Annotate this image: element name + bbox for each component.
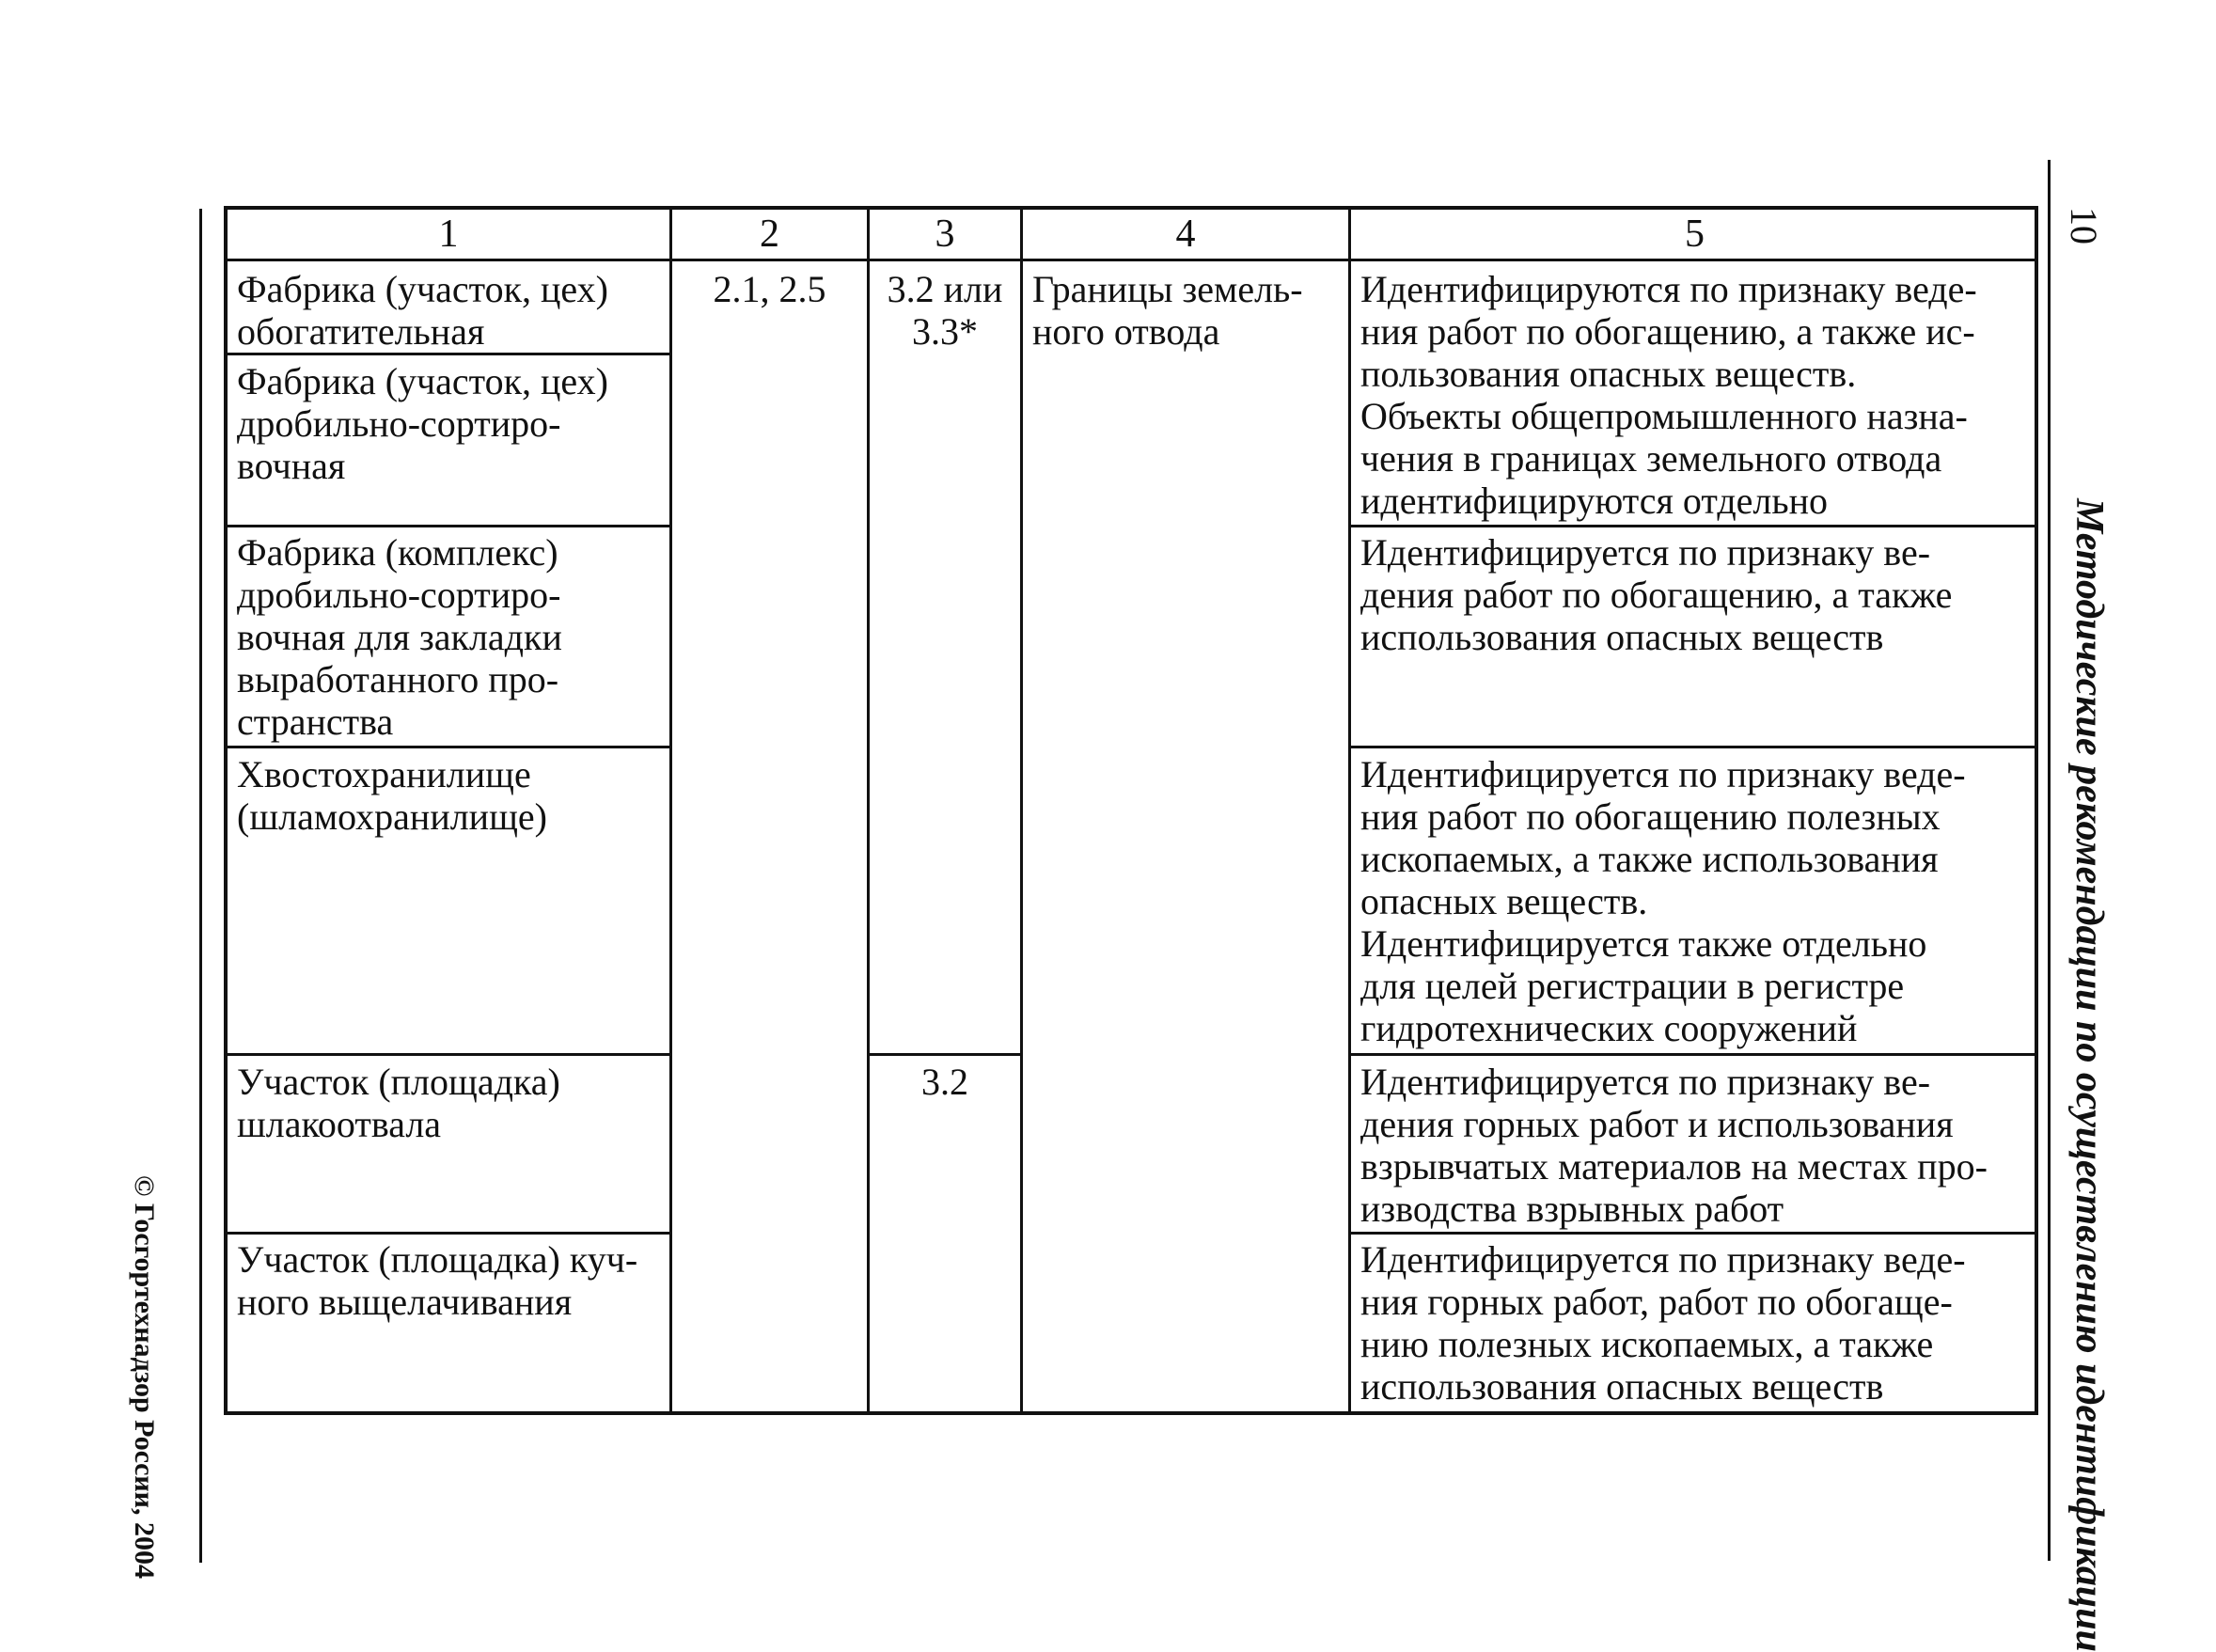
hazard-criteria: 2.1, 2.5	[713, 268, 826, 310]
note-row-6: Идентифицируется по признаку веде- ния горных работ, работ по обогаще- нию полезных ископаемых, а также использования опасных веществ	[1360, 1238, 1966, 1408]
identification-table	[224, 206, 2038, 1415]
row-3-object: Фабрика (комплекс) дробильно-сортиро- вочная для закладки выработанного про- странства	[237, 531, 562, 743]
left-margin-rule	[199, 209, 202, 1563]
page-number: 10	[2063, 207, 2105, 244]
header-divider	[228, 259, 2038, 261]
copyright-notice: © Госгортехнадзор России, 2004	[129, 1175, 160, 1579]
right-margin-rule	[2048, 160, 2051, 1561]
row-divider	[1348, 1053, 2038, 1056]
hazard-class-a: 3.2 или 3.3*	[887, 268, 1003, 353]
row-5-object: Участок (площадка) шлакоотвала	[237, 1061, 560, 1145]
row-divider	[228, 353, 669, 355]
row-1-object: Фабрика (участок, цех) обогатительная	[237, 268, 608, 353]
col-divider	[867, 210, 870, 1415]
col-divider	[1020, 210, 1023, 1415]
col-divider	[669, 210, 672, 1415]
row-divider	[867, 1053, 1020, 1056]
note-rows-1-2: Идентифицируются по признаку веде- ния работ по обогащению, а также ис- пользования опасных веществ. Объекты общепромышленного назна- чения в границах земельного отвода идентифицируются отдельно	[1360, 268, 1977, 522]
row-4-object: Хвостохранилище (шламохранилище)	[237, 753, 547, 838]
note-row-4: Идентифицируется по признаку веде- ния работ по обогащению полезных ископаемых, а также использования опасных веществ. Идентифицируется также отдельно для целей регистрации в регистре гидротехнических сооружений	[1360, 753, 1966, 1049]
header-col-1: 1	[438, 212, 459, 256]
header-col-5: 5	[1685, 212, 1705, 256]
row-divider	[1348, 746, 2038, 748]
note-row-5: Идентифицируется по признаку ве- дения горных работ и использования взрывчатых материалов на местах про- изводства взрывных работ	[1360, 1061, 1988, 1230]
row-divider	[1348, 525, 2038, 527]
row-divider	[228, 1232, 669, 1235]
row-2-object: Фабрика (участок, цех) дробильно-сортиро- вочная	[237, 360, 608, 487]
row-divider	[1348, 1232, 2038, 1235]
row-divider	[228, 746, 669, 748]
row-6-object: Участок (площадка) куч- ного выщелачивания	[237, 1238, 638, 1323]
hazard-class-b: 3.2	[921, 1061, 968, 1103]
header-col-3: 3	[935, 212, 955, 256]
object-boundaries: Границы земель- ного отвода	[1032, 268, 1303, 353]
running-title: Методические рекомендации по осуществлению идентификации	[2067, 498, 2111, 1652]
header-col-4: 4	[1175, 212, 1196, 256]
header-col-2: 2	[760, 212, 779, 256]
note-row-3: Идентифицируется по признаку ве- дения работ по обогащению, а также использования опасных веществ	[1360, 531, 1953, 658]
row-divider	[228, 525, 669, 527]
row-divider	[228, 1053, 669, 1056]
